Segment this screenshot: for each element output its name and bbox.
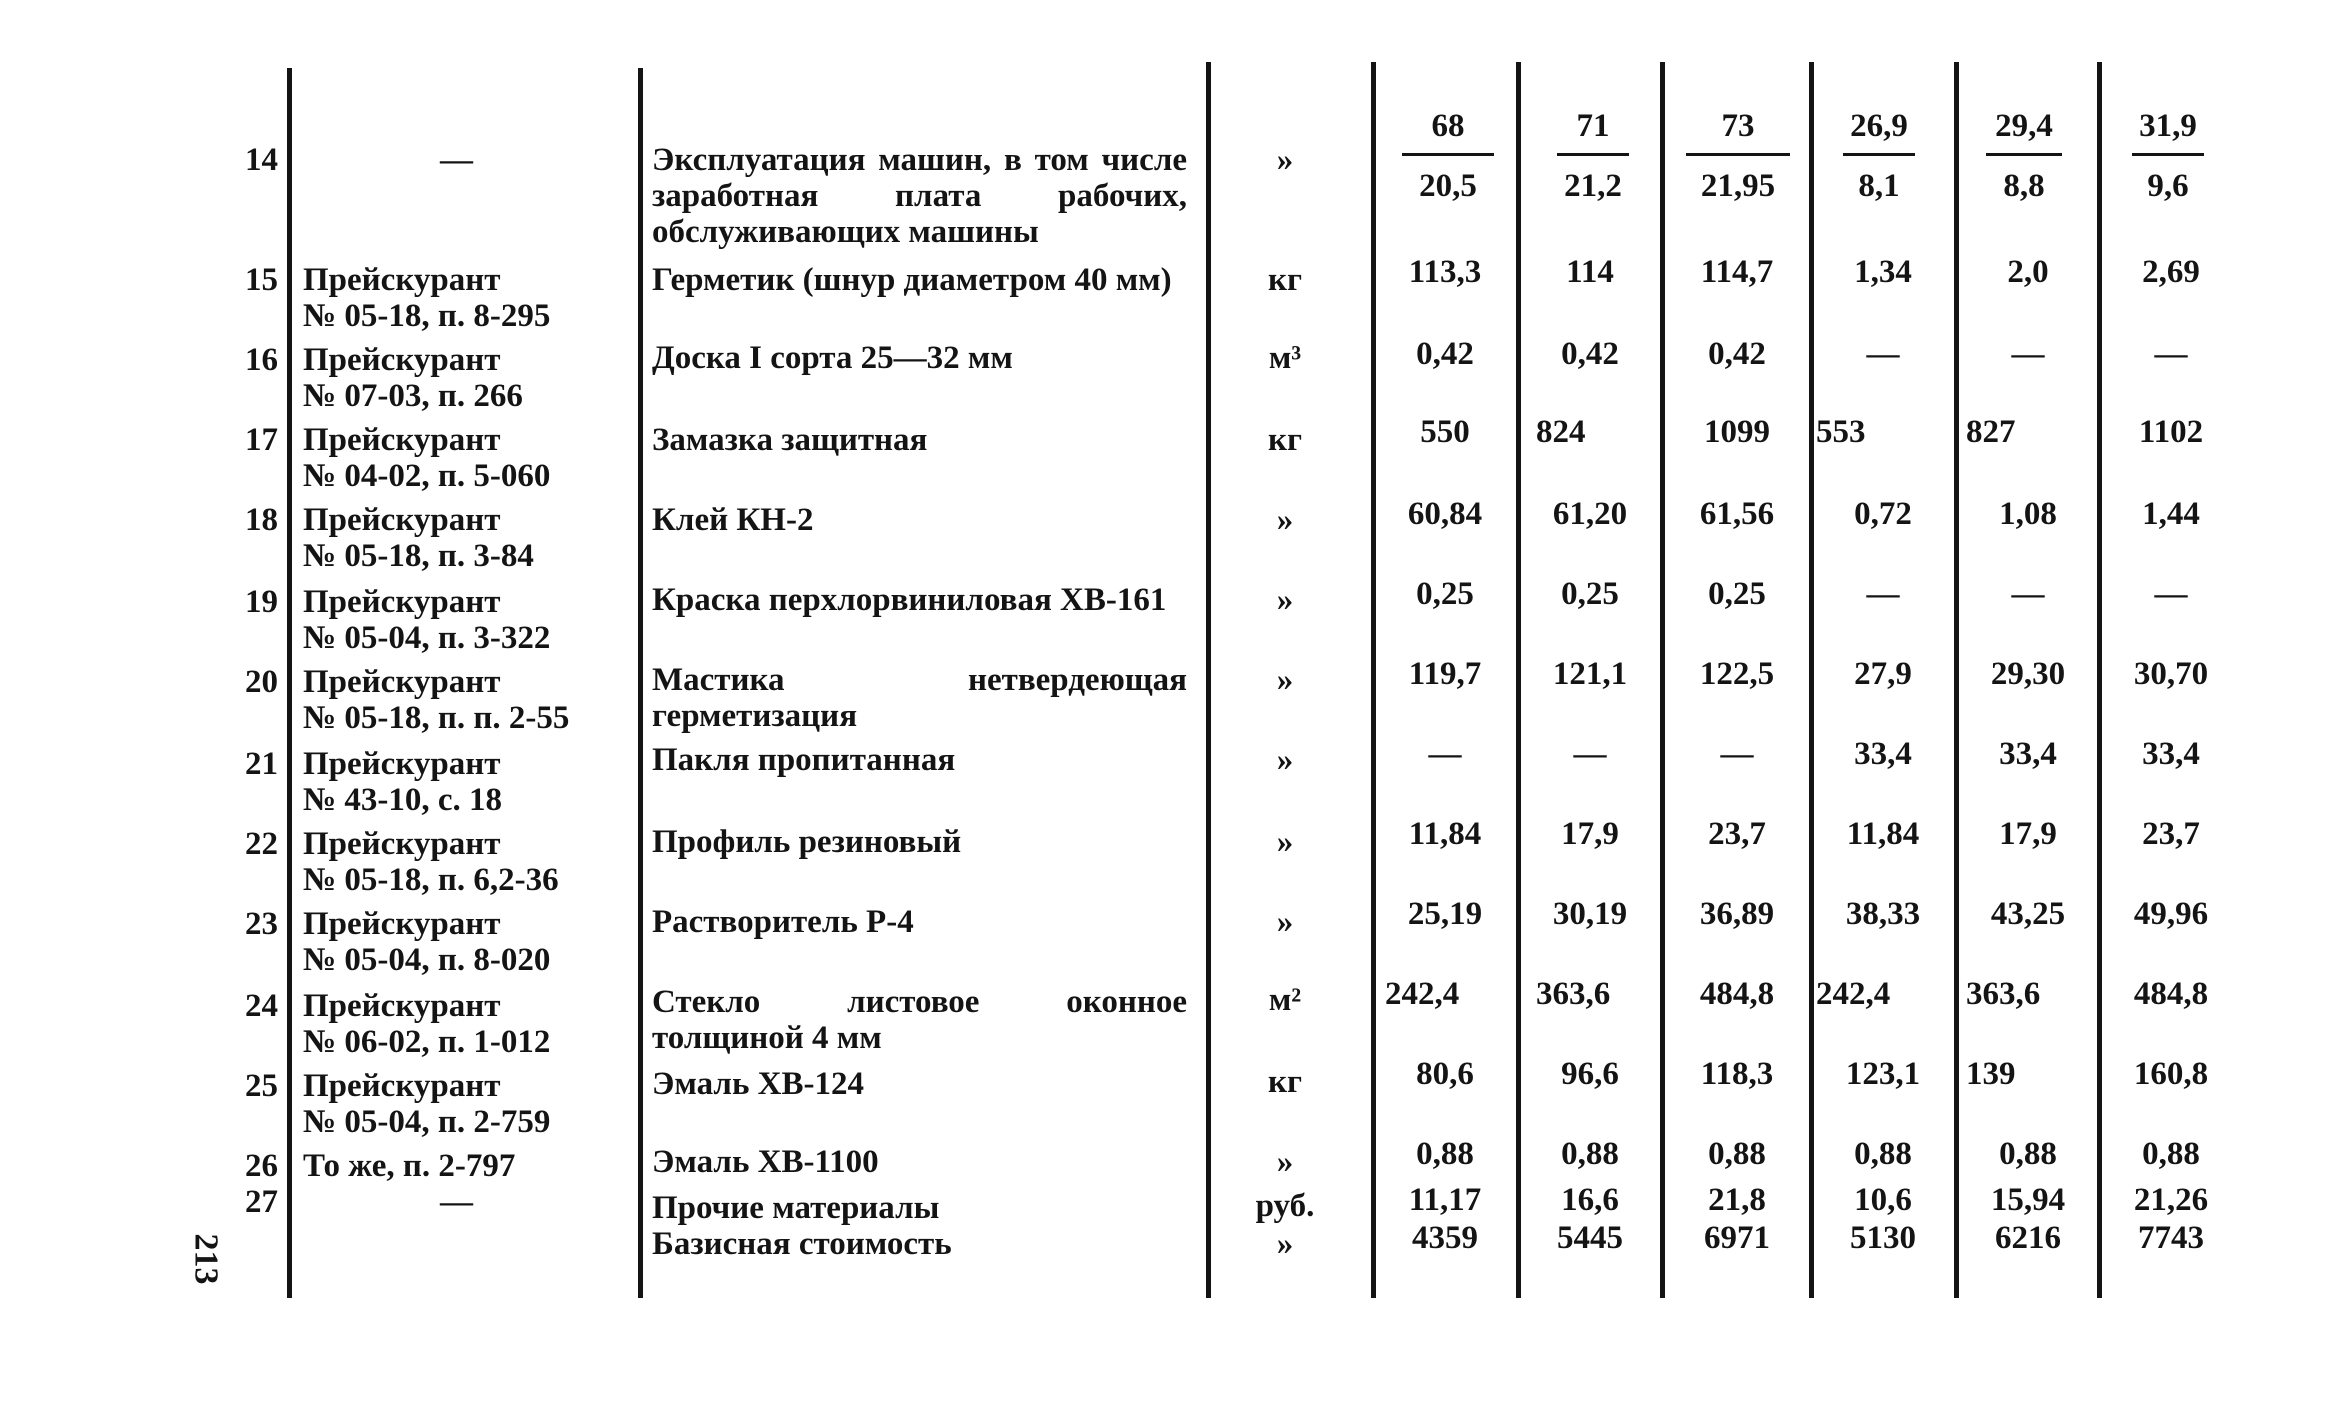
numerator: 29,4 xyxy=(1995,108,2053,144)
column-divider xyxy=(638,68,643,1298)
value-cell: 114,7 xyxy=(1700,254,1774,290)
value-cell: 7743 xyxy=(2138,1220,2204,1256)
value-cell: 2,0 xyxy=(2007,254,2049,290)
row-description: Герметик (шнур диаметром 40 мм) xyxy=(652,262,1172,298)
row-number: 19 xyxy=(245,584,278,620)
value-cell: 113,3 xyxy=(1408,254,1482,290)
fraction-bar xyxy=(2132,153,2204,156)
column-divider xyxy=(1371,62,1376,1298)
row-unit: кг xyxy=(1268,1064,1302,1100)
denominator: 21,95 xyxy=(1700,168,1776,204)
row-description: Доска I сорта 25—32 мм xyxy=(652,340,1013,376)
value-cell: — xyxy=(2154,576,2188,612)
source-dash: — xyxy=(440,1184,473,1220)
value-cell: 123,1 xyxy=(1845,1056,1921,1092)
value-cell: 11,84 xyxy=(1408,816,1482,852)
value-cell: 11,84 xyxy=(1846,816,1920,852)
value-cell: 0,25 xyxy=(1561,576,1619,612)
value-cell: 33,4 xyxy=(2142,736,2200,772)
value-cell: — xyxy=(1573,736,1607,772)
value-cell: — xyxy=(1866,336,1900,372)
value-cell: 242,4 xyxy=(1816,976,1891,1012)
value-cell: 553 xyxy=(1816,414,1866,450)
value-cell: 96,6 xyxy=(1561,1056,1619,1092)
value-cell: 49,96 xyxy=(2133,896,2209,932)
column-divider xyxy=(287,68,292,1298)
value-cell: 824 xyxy=(1536,414,1586,450)
row-unit: » xyxy=(1276,142,1294,178)
row-number: 20 xyxy=(245,664,278,700)
row-unit: м² xyxy=(1268,982,1302,1018)
source-line: Прейскурант xyxy=(303,906,501,942)
value-cell: 139 xyxy=(1966,1056,2016,1092)
value-cell: 80,6 xyxy=(1416,1056,1474,1092)
source-line: № 05-18, п. 6,2-36 xyxy=(303,862,559,898)
value-cell: 0,88 xyxy=(1999,1136,2057,1172)
fraction-value xyxy=(1972,108,2076,204)
column-divider xyxy=(1516,62,1521,1298)
value-cell: — xyxy=(2154,336,2188,372)
value-cell: 29,30 xyxy=(1990,656,2066,692)
value-cell: 15,94 xyxy=(1990,1182,2066,1218)
row-unit: » xyxy=(1276,1226,1294,1262)
source-line: № 04-02, п. 5-060 xyxy=(303,458,551,494)
column-divider xyxy=(1206,62,1211,1298)
value-cell: 1,44 xyxy=(2142,496,2200,532)
row-description: Клей КН-2 xyxy=(652,502,814,538)
value-cell: 6216 xyxy=(1995,1220,2061,1256)
fraction-value xyxy=(2118,108,2218,204)
source-line: Прейскурант xyxy=(303,262,501,298)
value-cell: 363,6 xyxy=(1536,976,1611,1012)
fraction-bar xyxy=(1557,153,1629,156)
source-line: № 05-04, п. 8-020 xyxy=(303,942,551,978)
row-description: Замазка защитная xyxy=(652,422,928,458)
value-cell: 0,72 xyxy=(1854,496,1912,532)
row-description: Краска перхлорвиниловая ХВ-161 xyxy=(652,582,1167,618)
row-unit: » xyxy=(1276,904,1294,940)
value-cell: — xyxy=(1866,576,1900,612)
row-unit: » xyxy=(1276,662,1294,698)
value-cell: 17,9 xyxy=(1561,816,1619,852)
value-cell: 122,5 xyxy=(1699,656,1775,692)
value-cell: 160,8 xyxy=(2133,1056,2209,1092)
row-number: 16 xyxy=(245,342,278,378)
row-description: Эмаль ХВ-124 xyxy=(652,1066,864,1102)
value-cell: 0,42 xyxy=(1416,336,1474,372)
value-cell: 38,33 xyxy=(1845,896,1921,932)
fraction-bar xyxy=(1402,153,1494,156)
column-divider xyxy=(1954,62,1959,1298)
row-number: 21 xyxy=(245,746,278,782)
value-cell: 21,26 xyxy=(2133,1182,2209,1218)
denominator: 21,2 xyxy=(1564,168,1622,204)
value-cell: 118,3 xyxy=(1700,1056,1774,1092)
value-cell: 0,88 xyxy=(1561,1136,1619,1172)
value-cell: 1102 xyxy=(2138,414,2204,450)
denominator: 20,5 xyxy=(1419,168,1477,204)
row-unit: кг xyxy=(1268,262,1302,298)
value-cell: 27,9 xyxy=(1854,656,1912,692)
fraction-bar xyxy=(1986,153,2062,156)
source-line: Прейскурант xyxy=(303,422,501,458)
value-cell: 30,70 xyxy=(2133,656,2209,692)
row-number: 26 xyxy=(245,1148,278,1184)
fraction-value xyxy=(1398,108,1498,204)
row-description: Прочие материалы xyxy=(652,1190,940,1226)
value-cell: — xyxy=(1720,736,1754,772)
row-unit: » xyxy=(1276,742,1294,778)
value-cell: 1099 xyxy=(1704,414,1770,450)
source-line: Прейскурант xyxy=(303,502,501,538)
fraction-bar xyxy=(1843,153,1915,156)
value-cell: 5130 xyxy=(1850,1220,1916,1256)
fraction-value xyxy=(1682,108,1794,204)
value-cell: — xyxy=(2011,576,2045,612)
source-line: Прейскурант xyxy=(303,664,501,700)
source-line: № 43-10, с. 18 xyxy=(303,782,503,818)
value-cell: 33,4 xyxy=(1999,736,2057,772)
value-cell: 114 xyxy=(1566,254,1614,290)
row-unit: » xyxy=(1276,582,1294,618)
row-number: 15 xyxy=(245,262,278,298)
denominator: 8,1 xyxy=(1858,168,1900,204)
numerator: 68 xyxy=(1431,108,1465,144)
numerator: 26,9 xyxy=(1850,108,1908,144)
value-cell: 0,88 xyxy=(1854,1136,1912,1172)
row-unit: » xyxy=(1276,824,1294,860)
base-cost-label: Базисная стоимость xyxy=(652,1226,952,1262)
row-unit: м³ xyxy=(1268,340,1302,376)
denominator: 9,6 xyxy=(2147,168,2189,204)
source-line: То же, п. 2-797 xyxy=(303,1148,516,1184)
column-divider xyxy=(1660,62,1665,1298)
row-description: Стекло листовое оконное толщиной 4 мм xyxy=(652,984,1187,1056)
value-cell: 2,69 xyxy=(2142,254,2200,290)
value-cell: 4359 xyxy=(1412,1220,1478,1256)
source-line: № 05-18, п. п. 2-55 xyxy=(303,700,570,736)
fraction-value xyxy=(1545,108,1641,204)
numerator: 71 xyxy=(1576,108,1610,144)
value-cell: 1,34 xyxy=(1854,254,1912,290)
row-unit: руб. xyxy=(1255,1188,1315,1224)
value-cell: 36,89 xyxy=(1699,896,1775,932)
row-unit: » xyxy=(1276,1144,1294,1180)
fraction-bar xyxy=(1686,153,1790,156)
value-cell: 11,17 xyxy=(1408,1182,1482,1218)
source-line: № 07-03, п. 266 xyxy=(303,378,523,414)
row-number: 18 xyxy=(245,502,278,538)
row-number: 22 xyxy=(245,826,278,862)
row-number: 17 xyxy=(245,422,278,458)
value-cell: 119,7 xyxy=(1408,656,1482,692)
denominator: 8,8 xyxy=(2003,168,2045,204)
source-line: Прейскурант xyxy=(303,342,501,378)
value-cell: 1,08 xyxy=(1999,496,2057,532)
numerator: 31,9 xyxy=(2139,108,2197,144)
row-number: 25 xyxy=(245,1068,278,1104)
row-number: 14 xyxy=(245,142,278,178)
source-line: № 06-02, п. 1-012 xyxy=(303,1024,551,1060)
row-number: 27 xyxy=(245,1184,278,1220)
value-cell: 61,20 xyxy=(1552,496,1628,532)
source-line: Прейскурант xyxy=(303,826,501,862)
row-unit: » xyxy=(1276,502,1294,538)
value-cell: 0,88 xyxy=(2142,1136,2200,1172)
row-description: Растворитель Р-4 xyxy=(652,904,914,940)
value-cell: 0,25 xyxy=(1416,576,1474,612)
page-number: 213 xyxy=(187,1233,225,1285)
row-description: Пакля пропитанная xyxy=(652,742,956,778)
source-line: Прейскурант xyxy=(303,1068,501,1104)
source-line: Прейскурант xyxy=(303,584,501,620)
source-dash: — xyxy=(440,142,473,178)
row-number: 24 xyxy=(245,988,278,1024)
value-cell: 5445 xyxy=(1557,1220,1623,1256)
value-cell: 363,6 xyxy=(1966,976,2041,1012)
column-divider xyxy=(1809,62,1814,1298)
value-cell: 484,8 xyxy=(1699,976,1775,1012)
value-cell: 550 xyxy=(1420,414,1470,450)
value-cell: 121,1 xyxy=(1552,656,1628,692)
row-description: Эмаль ХВ-1100 xyxy=(652,1144,879,1180)
source-line: № 05-04, п. 3-322 xyxy=(303,620,551,656)
value-cell: 21,8 xyxy=(1708,1182,1766,1218)
value-cell: 23,7 xyxy=(1708,816,1766,852)
value-cell: 16,6 xyxy=(1561,1182,1619,1218)
numerator: 73 xyxy=(1721,108,1755,144)
row-description: Эксплуатация машин, в том числе заработная плата рабочих, обслуживающих машины xyxy=(652,142,1187,250)
source-line: № 05-18, п. 8-295 xyxy=(303,298,551,334)
value-cell: 0,42 xyxy=(1708,336,1766,372)
row-unit: кг xyxy=(1268,422,1302,458)
value-cell: 17,9 xyxy=(1999,816,2057,852)
value-cell: 242,4 xyxy=(1385,976,1460,1012)
value-cell: — xyxy=(1428,736,1462,772)
value-cell: 61,56 xyxy=(1699,496,1775,532)
value-cell: 60,84 xyxy=(1407,496,1483,532)
value-cell: 33,4 xyxy=(1854,736,1912,772)
value-cell: 43,25 xyxy=(1990,896,2066,932)
value-cell: 25,19 xyxy=(1407,896,1483,932)
row-description: Профиль резиновый xyxy=(652,824,962,860)
value-cell: 484,8 xyxy=(2133,976,2209,1012)
value-cell: 30,19 xyxy=(1552,896,1628,932)
column-divider xyxy=(2097,62,2102,1298)
value-cell: 0,88 xyxy=(1416,1136,1474,1172)
value-cell: 10,6 xyxy=(1854,1182,1912,1218)
source-line: Прейскурант xyxy=(303,746,501,782)
row-description: Мастика нетвердеющая герметизация xyxy=(652,662,1187,734)
value-cell: 23,7 xyxy=(2142,816,2200,852)
value-cell: 0,25 xyxy=(1708,576,1766,612)
value-cell: — xyxy=(2011,336,2045,372)
source-line: № 05-04, п. 2-759 xyxy=(303,1104,551,1140)
value-cell: 0,42 xyxy=(1561,336,1619,372)
value-cell: 827 xyxy=(1966,414,2016,450)
source-line: № 05-18, п. 3-84 xyxy=(303,538,534,574)
row-number: 23 xyxy=(245,906,278,942)
fraction-value xyxy=(1829,108,1929,204)
value-cell: 0,88 xyxy=(1708,1136,1766,1172)
source-line: Прейскурант xyxy=(303,988,501,1024)
value-cell: 6971 xyxy=(1704,1220,1770,1256)
